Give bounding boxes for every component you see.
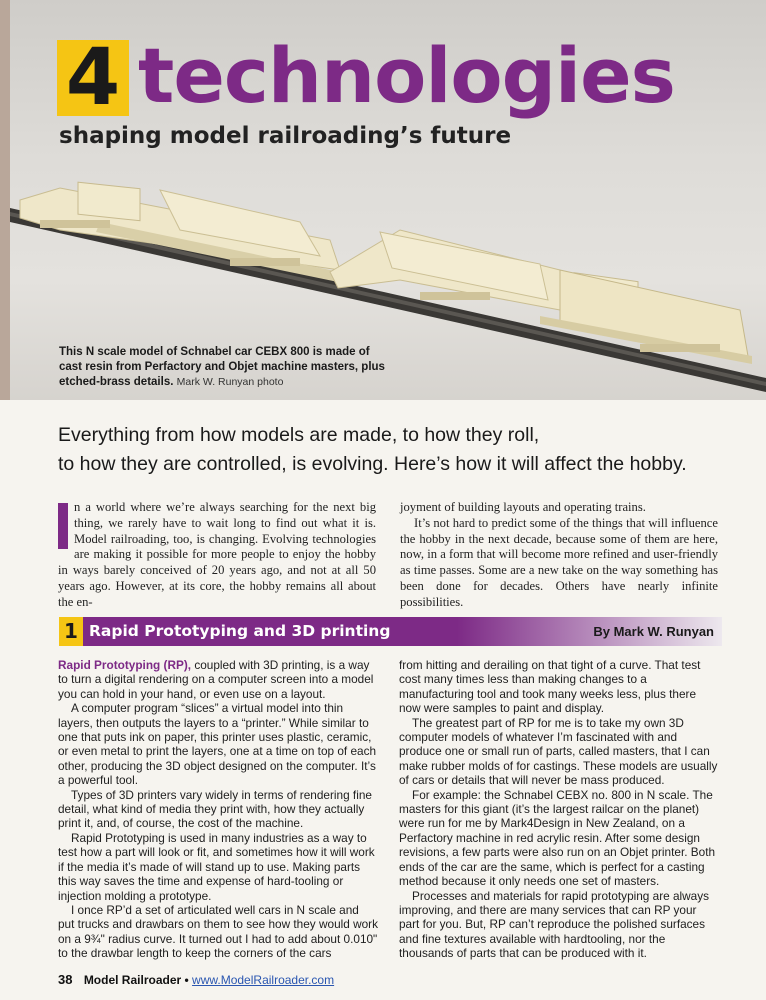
intro-paragraph-2: joyment of building layouts and operating trains. <box>400 500 646 514</box>
page-title: technologies <box>138 31 675 120</box>
intro-column-2 <box>400 500 718 611</box>
intro-paragraph-3: It’s not hard to predict some of the things that will influence the hobby in the next decade, because some of them are here, now, in a form that will become more refined and user-friendly as time passes. Some are a new take on the way something has been done for decades. Others have nearly infinite possibilities. <box>400 515 718 609</box>
title-number: 4 <box>57 40 129 116</box>
magazine-name: Model Railroader • <box>83 973 189 987</box>
magazine-url-link[interactable]: www.ModelRailroader.com <box>192 973 335 987</box>
deck-line-2: to how they are controlled, is evolving. Here’s how it will affect the hobby. <box>58 453 687 475</box>
caption-text: This N scale model of Schnabel car CEBX 800 is made of cast resin from Perfactory and Objet machine masters, plus etched-brass details. <box>59 346 385 388</box>
body-column-1 <box>58 658 378 961</box>
body-paragraph: I once RP’d a set of articulated well cars in N scale and put trucks and drawbars on them to see how they would work on a 9¾" radius curve. It turned out I had to add about 0.010" to the drawbar length to keep the corners of the cars <box>58 902 378 961</box>
section-number: 1 <box>59 617 83 646</box>
body-paragraph: For example: the Schnabel CEBX no. 800 in N scale. The masters for this giant (it’s the largest railcar on the planet) were run for me by Mark4Design in New Zealand, on a Perfactory machine in red acrylic resin. After some design revisions, a few parts were also run on an Objet printer. Both ends of the car are the same, which is perfect for a casting method because it only needs one set of masters. <box>399 787 716 889</box>
body-paragraph: from hitting and derailing on that tight of a curve. That test cost many times less than making changes to a manufacturing tool and took many weeks less, plus there now were samples to paint and display. <box>399 658 701 716</box>
body-paragraph: Processes and materials for rapid prototyping are always improving, and there are many services that can RP your part for you. But, RP can’t reproduce the polished surfaces and fine textures available with hardtooling, nor the thousands of parts that can be produced with it. <box>399 888 710 961</box>
deck-line-1: Everything from how models are made, to how they roll, <box>58 424 540 446</box>
photo-credit: Mark W. Runyan photo <box>176 376 284 388</box>
body-paragraph: A computer program “slices” a virtual model into thin layers, then outputs the layers to a “printer.” While similar to one that puts ink on paper, this printer uses plastic, ceramic, or even metal to print the layers, one at a time on top of each other, producing the 3D object designed on the computer. It’s a powerful tool. <box>58 701 377 788</box>
page-number: 38 <box>58 972 73 987</box>
body-paragraph: Types of 3D printers vary widely in terms of rendering fine detail, what kind of media they print with, how they actually print it, and, of course, the cost of the machine. <box>58 787 372 831</box>
hero-photo <box>0 0 766 400</box>
article-deck <box>58 421 748 479</box>
intro-column-1 <box>58 500 376 611</box>
body-column-2 <box>399 658 719 961</box>
drop-cap-bar <box>58 503 68 549</box>
section-title: Rapid Prototyping and 3D printing <box>89 622 391 640</box>
body-paragraph: The greatest part of RP for me is to take my own 3D computer models of whatever I’m fascinated with and produce one or small run of parts, called masters, that I can make rubber molds of for castings. These models are usually of cars or details that will never be mass produced. <box>399 715 718 788</box>
body-paragraph: Rapid Prototyping (RP), coupled with 3D printing, is a way to turn a digital rendering on a computer screen into a model you can hold in your hand, or even use on a layout. <box>58 658 374 701</box>
section-header <box>59 617 722 646</box>
body-paragraph: Rapid Prototyping is used in many industries as a way to test how a part will look or fit, and sometimes how it will work if the media it’s made of will stand up to use. Making parts this way saves the time and expense of hard-tooling or injection molding a prototype. <box>58 830 375 903</box>
section-byline: By Mark W. Runyan <box>593 624 714 639</box>
lead-term: Rapid Prototyping (RP), <box>58 658 192 672</box>
photo-caption <box>59 345 389 390</box>
page-subtitle: shaping model railroading’s future <box>59 123 512 149</box>
page-footer <box>58 972 334 987</box>
intro-paragraph-1: n a world where we’re always searching for the next big thing, we rarely have to wait long to find out what it is. Model railroading, too, is changing. Evolving technologies are making it possible for more people to enjoy the hobby in ways barely conceived of 20 years ago, and not at all 50 years ago. However, at its core, the hobby remains all about the en- <box>58 500 376 609</box>
